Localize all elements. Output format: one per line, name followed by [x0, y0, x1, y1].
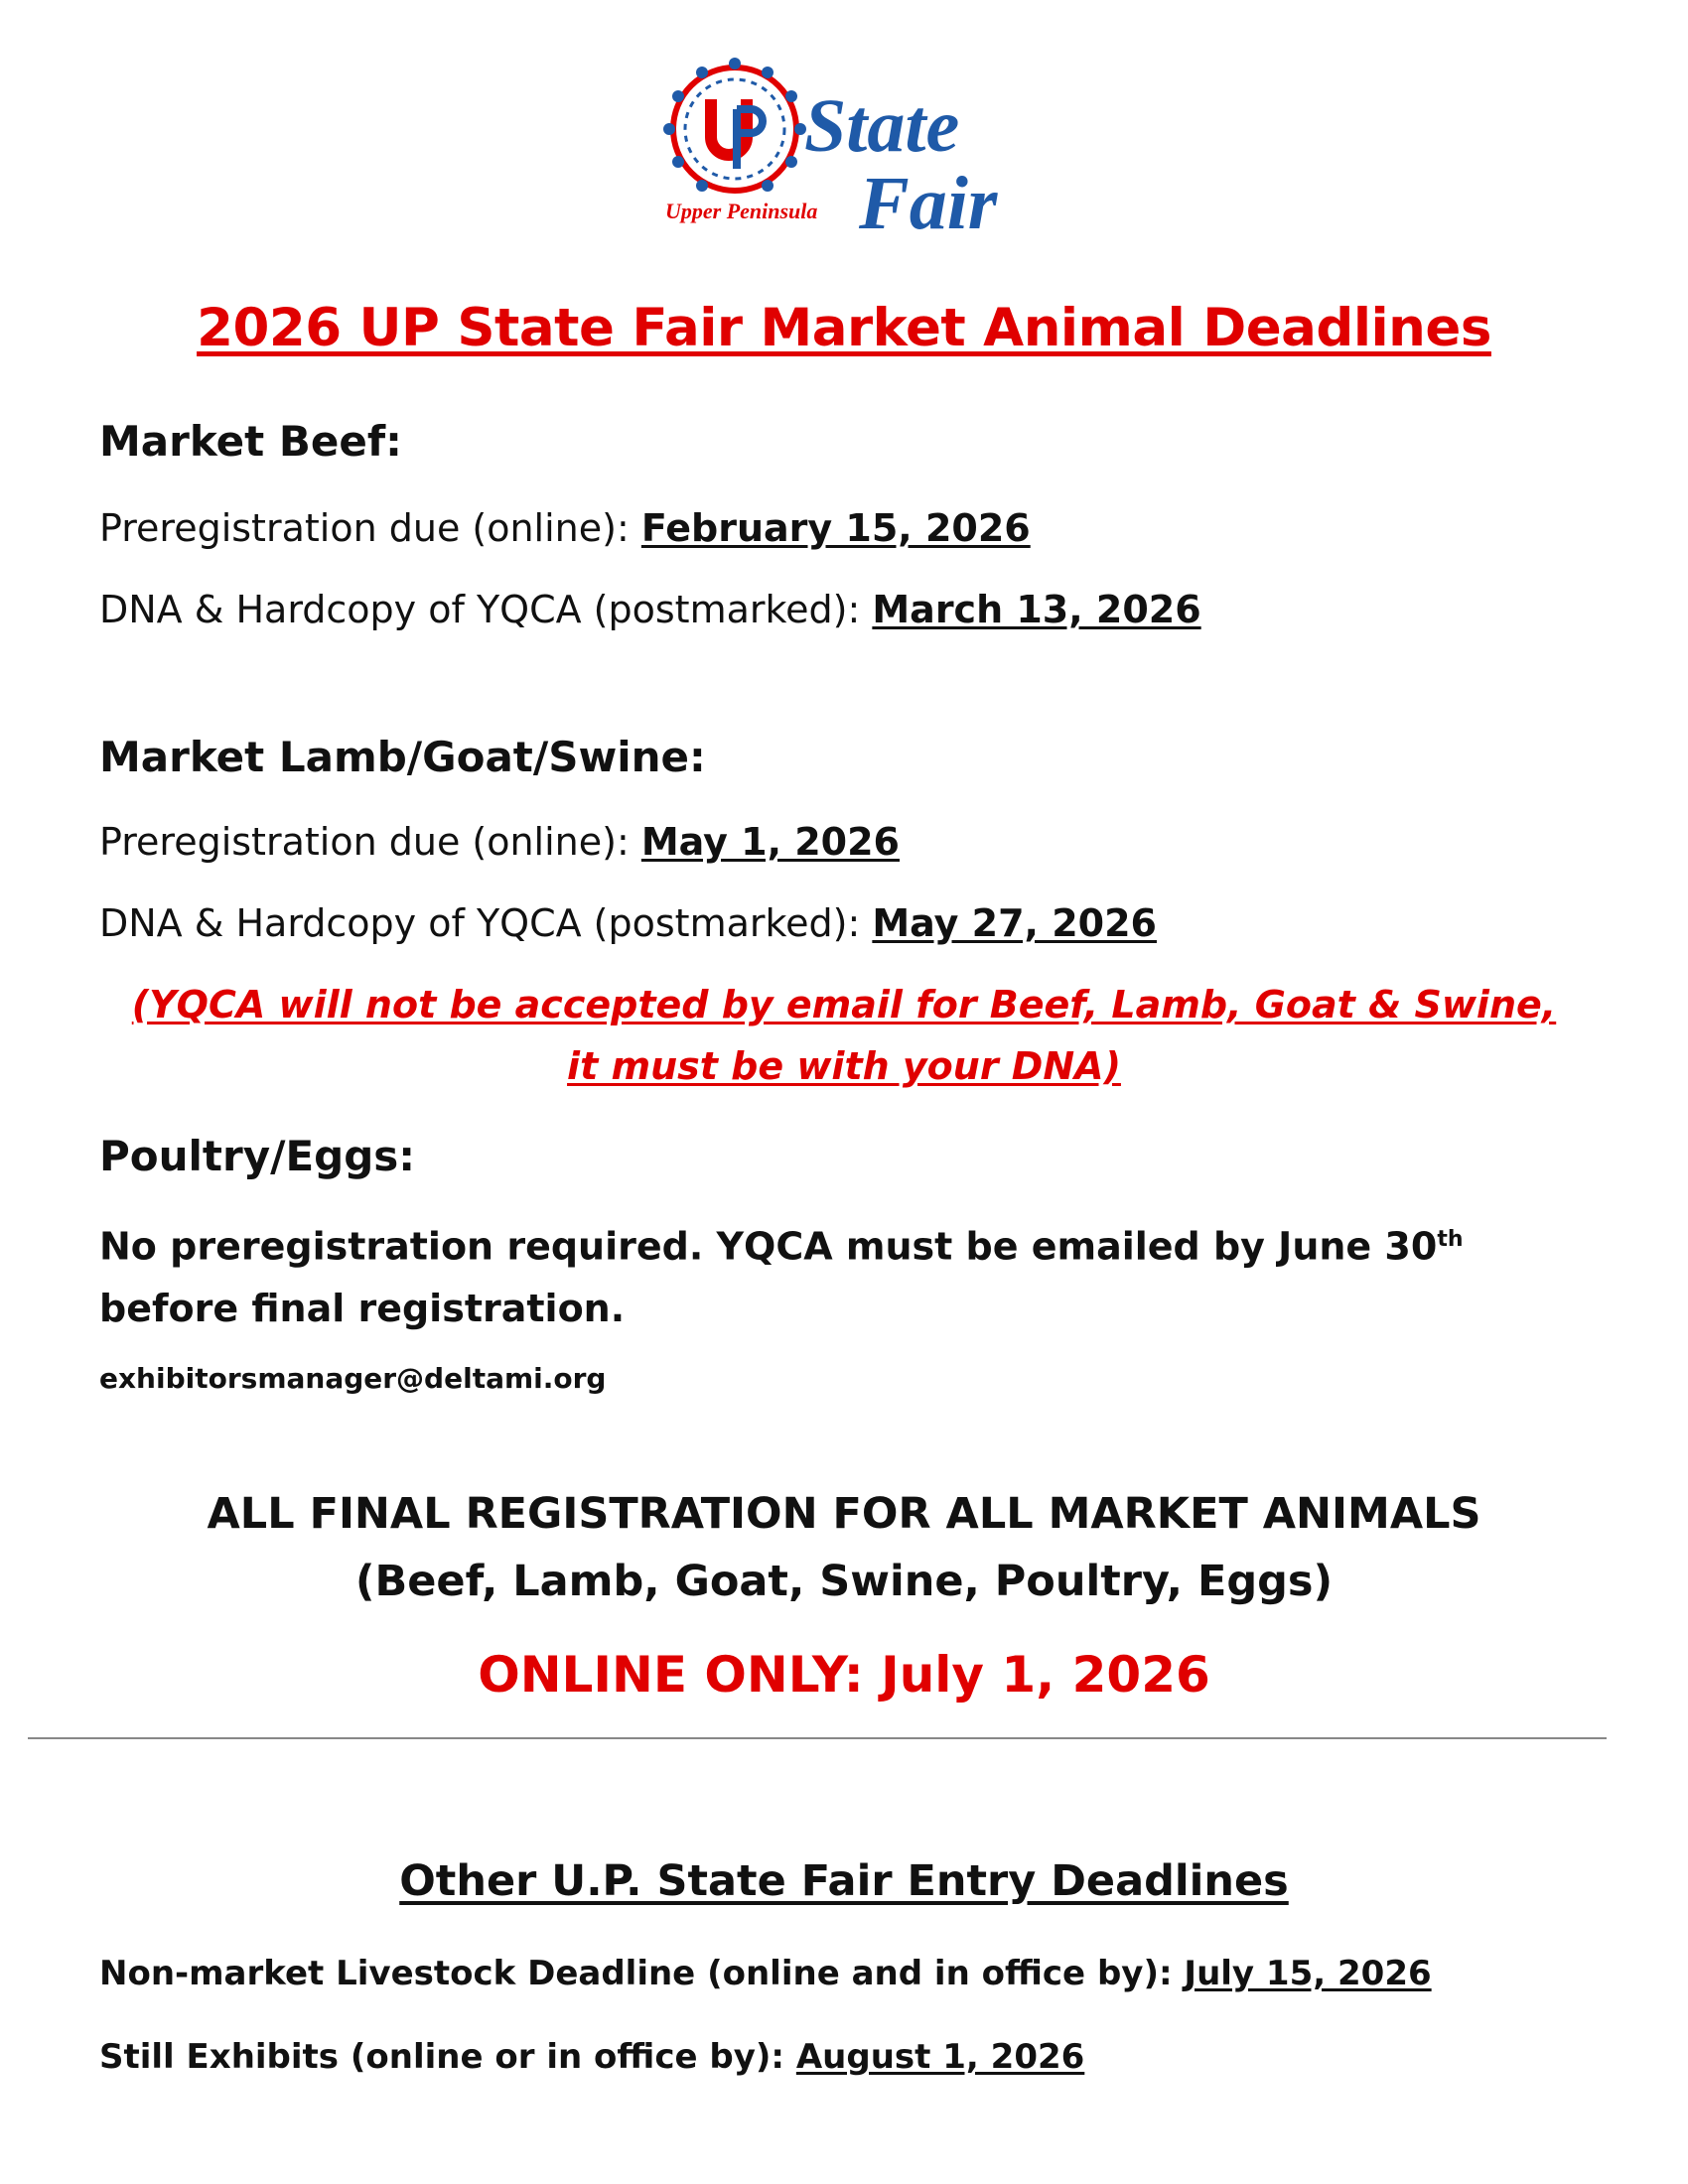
lamb-dna-line — [99, 901, 1157, 945]
lamb-prereg-date: May 1, 2026 — [640, 820, 900, 864]
poultry-text-line1: No preregistration required. YQCA must be emailed by June 30 — [99, 1224, 1438, 1269]
beef-heading: Market Beef: — [99, 417, 402, 466]
poultry-heading: Poultry/Eggs: — [99, 1132, 416, 1180]
nonmarket-deadline-line — [99, 1954, 1432, 1993]
exhibitors-email-link[interactable]: exhibitorsmanager@deltami.org — [99, 1362, 607, 1395]
lamb-dna-label: DNA & Hardcopy of YQCA (postmarked): — [99, 901, 873, 945]
nonmarket-label: Non-market Livestock Deadline (online and in office by): — [99, 1954, 1185, 1993]
lamb-prereg-line — [99, 820, 900, 864]
poultry-text-sup: th — [1437, 1227, 1464, 1252]
beef-prereg-date: February 15, 2026 — [640, 506, 1031, 550]
still-exhibits-label: Still Exhibits (online or in office by): — [99, 2037, 796, 2077]
lamb-heading: Market Lamb/Goat/Swine: — [99, 733, 706, 781]
final-registration-line2: (Beef, Lamb, Goat, Swine, Poultry, Eggs) — [354, 1557, 1334, 1606]
beef-dna-line — [99, 588, 1201, 631]
up-state-fair-logo — [655, 40, 1053, 258]
page-title: 2026 UP State Fair Market Animal Deadlines — [197, 298, 1491, 358]
fair-emblem-icon — [655, 40, 1053, 258]
nonmarket-date: July 15, 2026 — [1184, 1954, 1432, 1993]
beef-dna-date: March 13, 2026 — [872, 588, 1201, 631]
svg-text:Upper Peninsula: Upper Peninsula — [665, 199, 818, 223]
final-registration-line1: ALL FINAL REGISTRATION FOR ALL MARKET ANIMALS — [207, 1489, 1481, 1539]
lamb-prereg-label: Preregistration due (online): — [99, 820, 641, 864]
online-only-deadline: ONLINE ONLY: July 1, 2026 — [478, 1646, 1210, 1704]
divider — [28, 1737, 1607, 1739]
yqca-warning-line1: (YQCA will not be accepted by email for Beef, Lamb, Goat & Swine, — [131, 983, 1557, 1026]
lamb-dna-date: May 27, 2026 — [872, 901, 1157, 945]
still-exhibits-line — [99, 2037, 1084, 2077]
still-exhibits-date: August 1, 2026 — [795, 2037, 1085, 2077]
svg-text:Fair: Fair — [859, 162, 998, 245]
yqca-warning-line2: it must be with your DNA) — [567, 1044, 1121, 1088]
poultry-text — [99, 1209, 1589, 1339]
beef-prereg-label: Preregistration due (online): — [99, 506, 641, 550]
beef-dna-label: DNA & Hardcopy of YQCA (postmarked): — [99, 588, 873, 631]
poultry-text-line2: before final registration. — [99, 1286, 626, 1330]
beef-prereg-line — [99, 506, 1031, 550]
svg-text:State: State — [804, 84, 960, 168]
other-deadlines-heading: Other U.P. State Fair Entry Deadlines — [399, 1856, 1289, 1906]
